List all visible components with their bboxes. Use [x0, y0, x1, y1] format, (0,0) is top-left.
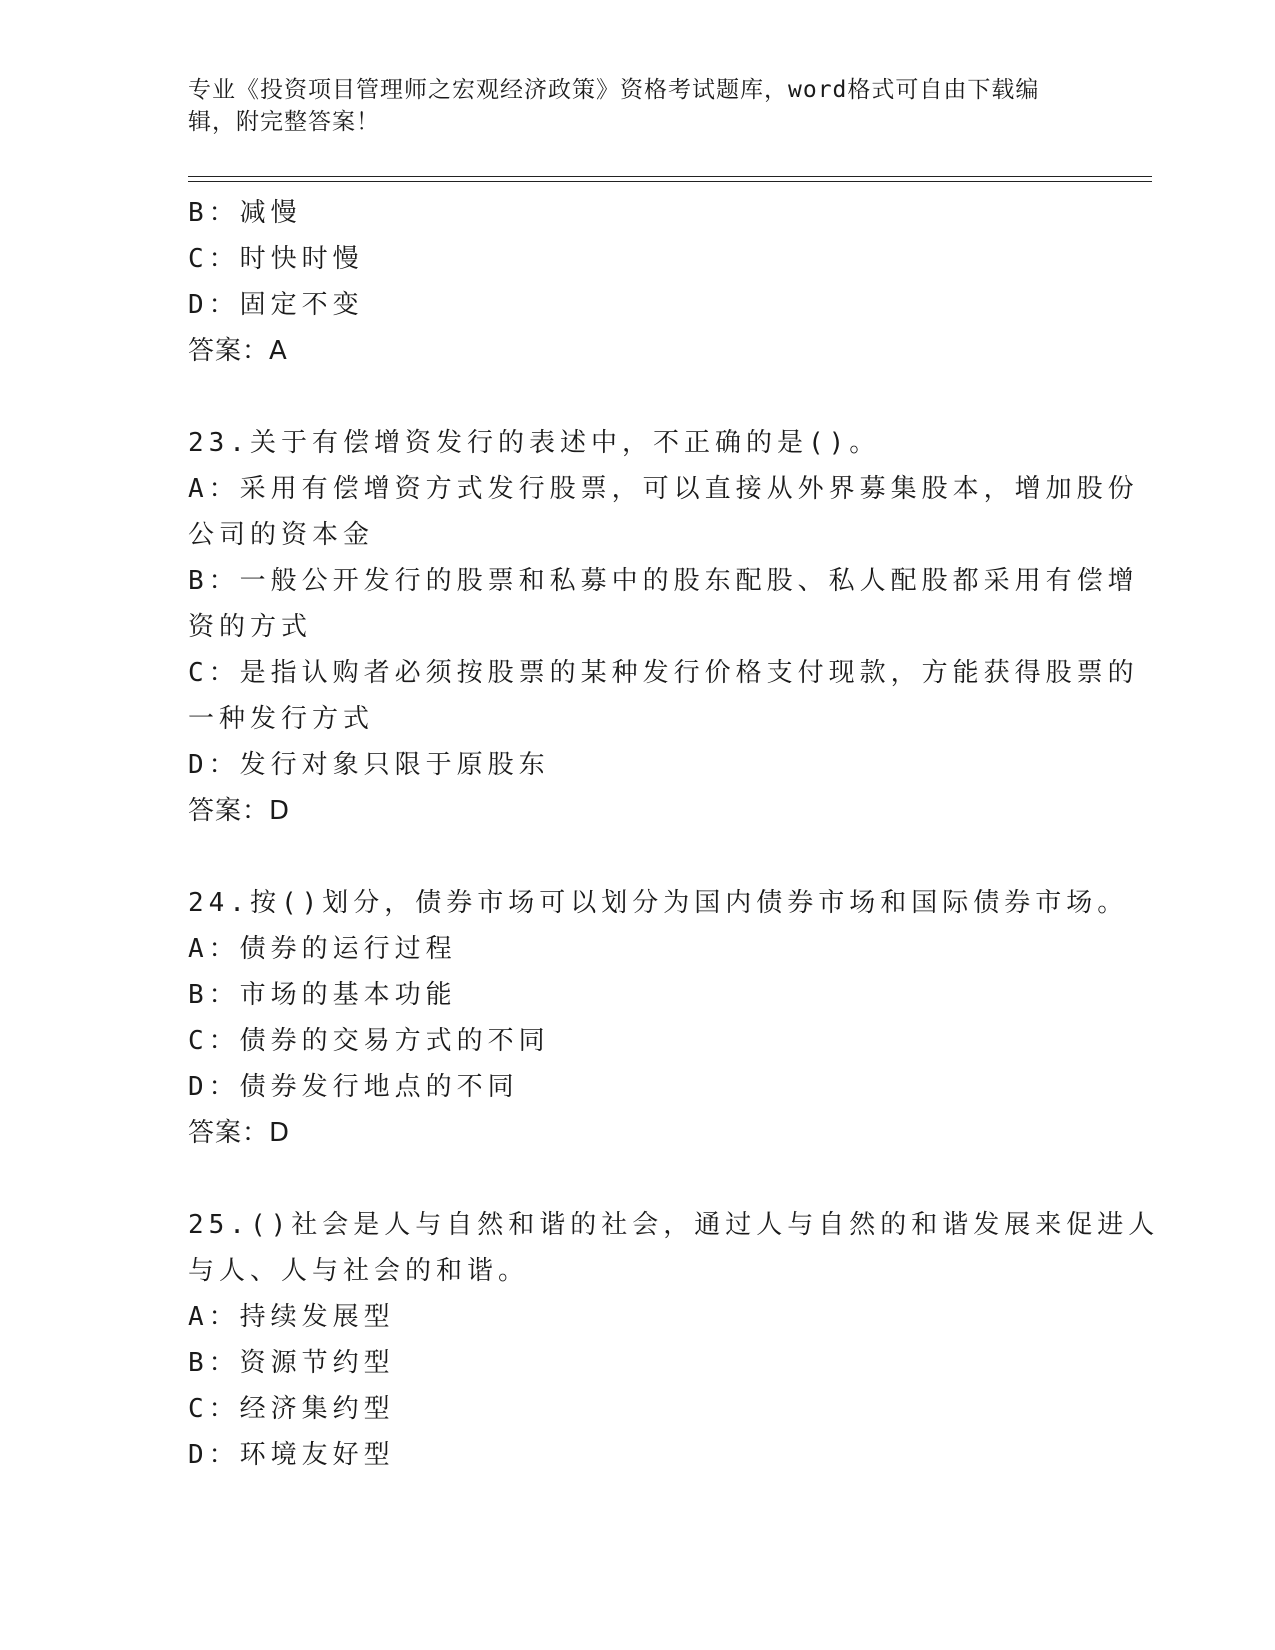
- page-header: [188, 74, 1068, 138]
- question-stem: 24.按()划分，债券市场可以划分为国内债券市场和国际债券市场。: [188, 888, 1129, 918]
- option-d: D：固定不变: [188, 290, 364, 320]
- option-b: B：减慢: [188, 198, 302, 228]
- option-c: C：经济集约型: [188, 1394, 395, 1424]
- answer-line: 答案：D: [188, 796, 291, 826]
- header-line-1: 专业《投资项目管理师之宏观经济政策》资格考试题库，word格式可自由下载编: [188, 77, 1040, 103]
- header-line-2: 辑，附完整答案！: [188, 109, 380, 135]
- header-divider-top: [188, 176, 1152, 177]
- question-stem: 23.关于有偿增资发行的表述中，不正确的是()。: [188, 428, 881, 458]
- option-a: A：债券的运行过程: [188, 934, 457, 964]
- prev-question-block: [188, 190, 1078, 374]
- option-d: D：债券发行地点的不同: [188, 1072, 519, 1102]
- option-b: B：市场的基本功能: [188, 980, 457, 1010]
- question-content: [188, 190, 1160, 1478]
- option-a-continued: 公司的资本金: [188, 520, 375, 550]
- option-d: D：发行对象只限于原股东: [188, 750, 550, 780]
- header-divider-bottom: [188, 181, 1152, 182]
- option-c-continued: 一种发行方式: [188, 704, 375, 734]
- option-a: A：持续发展型: [188, 1302, 395, 1332]
- option-c: C：是指认购者必须按股票的某种发行价格支付现款，方能获得股票的: [188, 658, 1139, 688]
- question-24: [188, 880, 1129, 1156]
- answer-line: 答案：A: [188, 336, 288, 366]
- question-23: [188, 420, 1139, 834]
- question-stem-continued: 与人、人与社会的和谐。: [188, 1256, 530, 1286]
- option-b-continued: 资的方式: [188, 612, 313, 642]
- option-b: B：一般公开发行的股票和私募中的股东配股、私人配股都采用有偿增: [188, 566, 1139, 596]
- option-c: C：债券的交易方式的不同: [188, 1026, 550, 1056]
- answer-line: 答案：D: [188, 1118, 291, 1148]
- option-b: B：资源节约型: [188, 1348, 395, 1378]
- option-d: D：环境友好型: [188, 1440, 395, 1470]
- option-a: A：采用有偿增资方式发行股票，可以直接从外界募集股本，增加股份: [188, 474, 1139, 504]
- question-25: [188, 1202, 1160, 1478]
- option-c: C：时快时慢: [188, 244, 364, 274]
- question-stem: 25.()社会是人与自然和谐的社会，通过人与自然的和谐发展来促进人: [188, 1210, 1160, 1240]
